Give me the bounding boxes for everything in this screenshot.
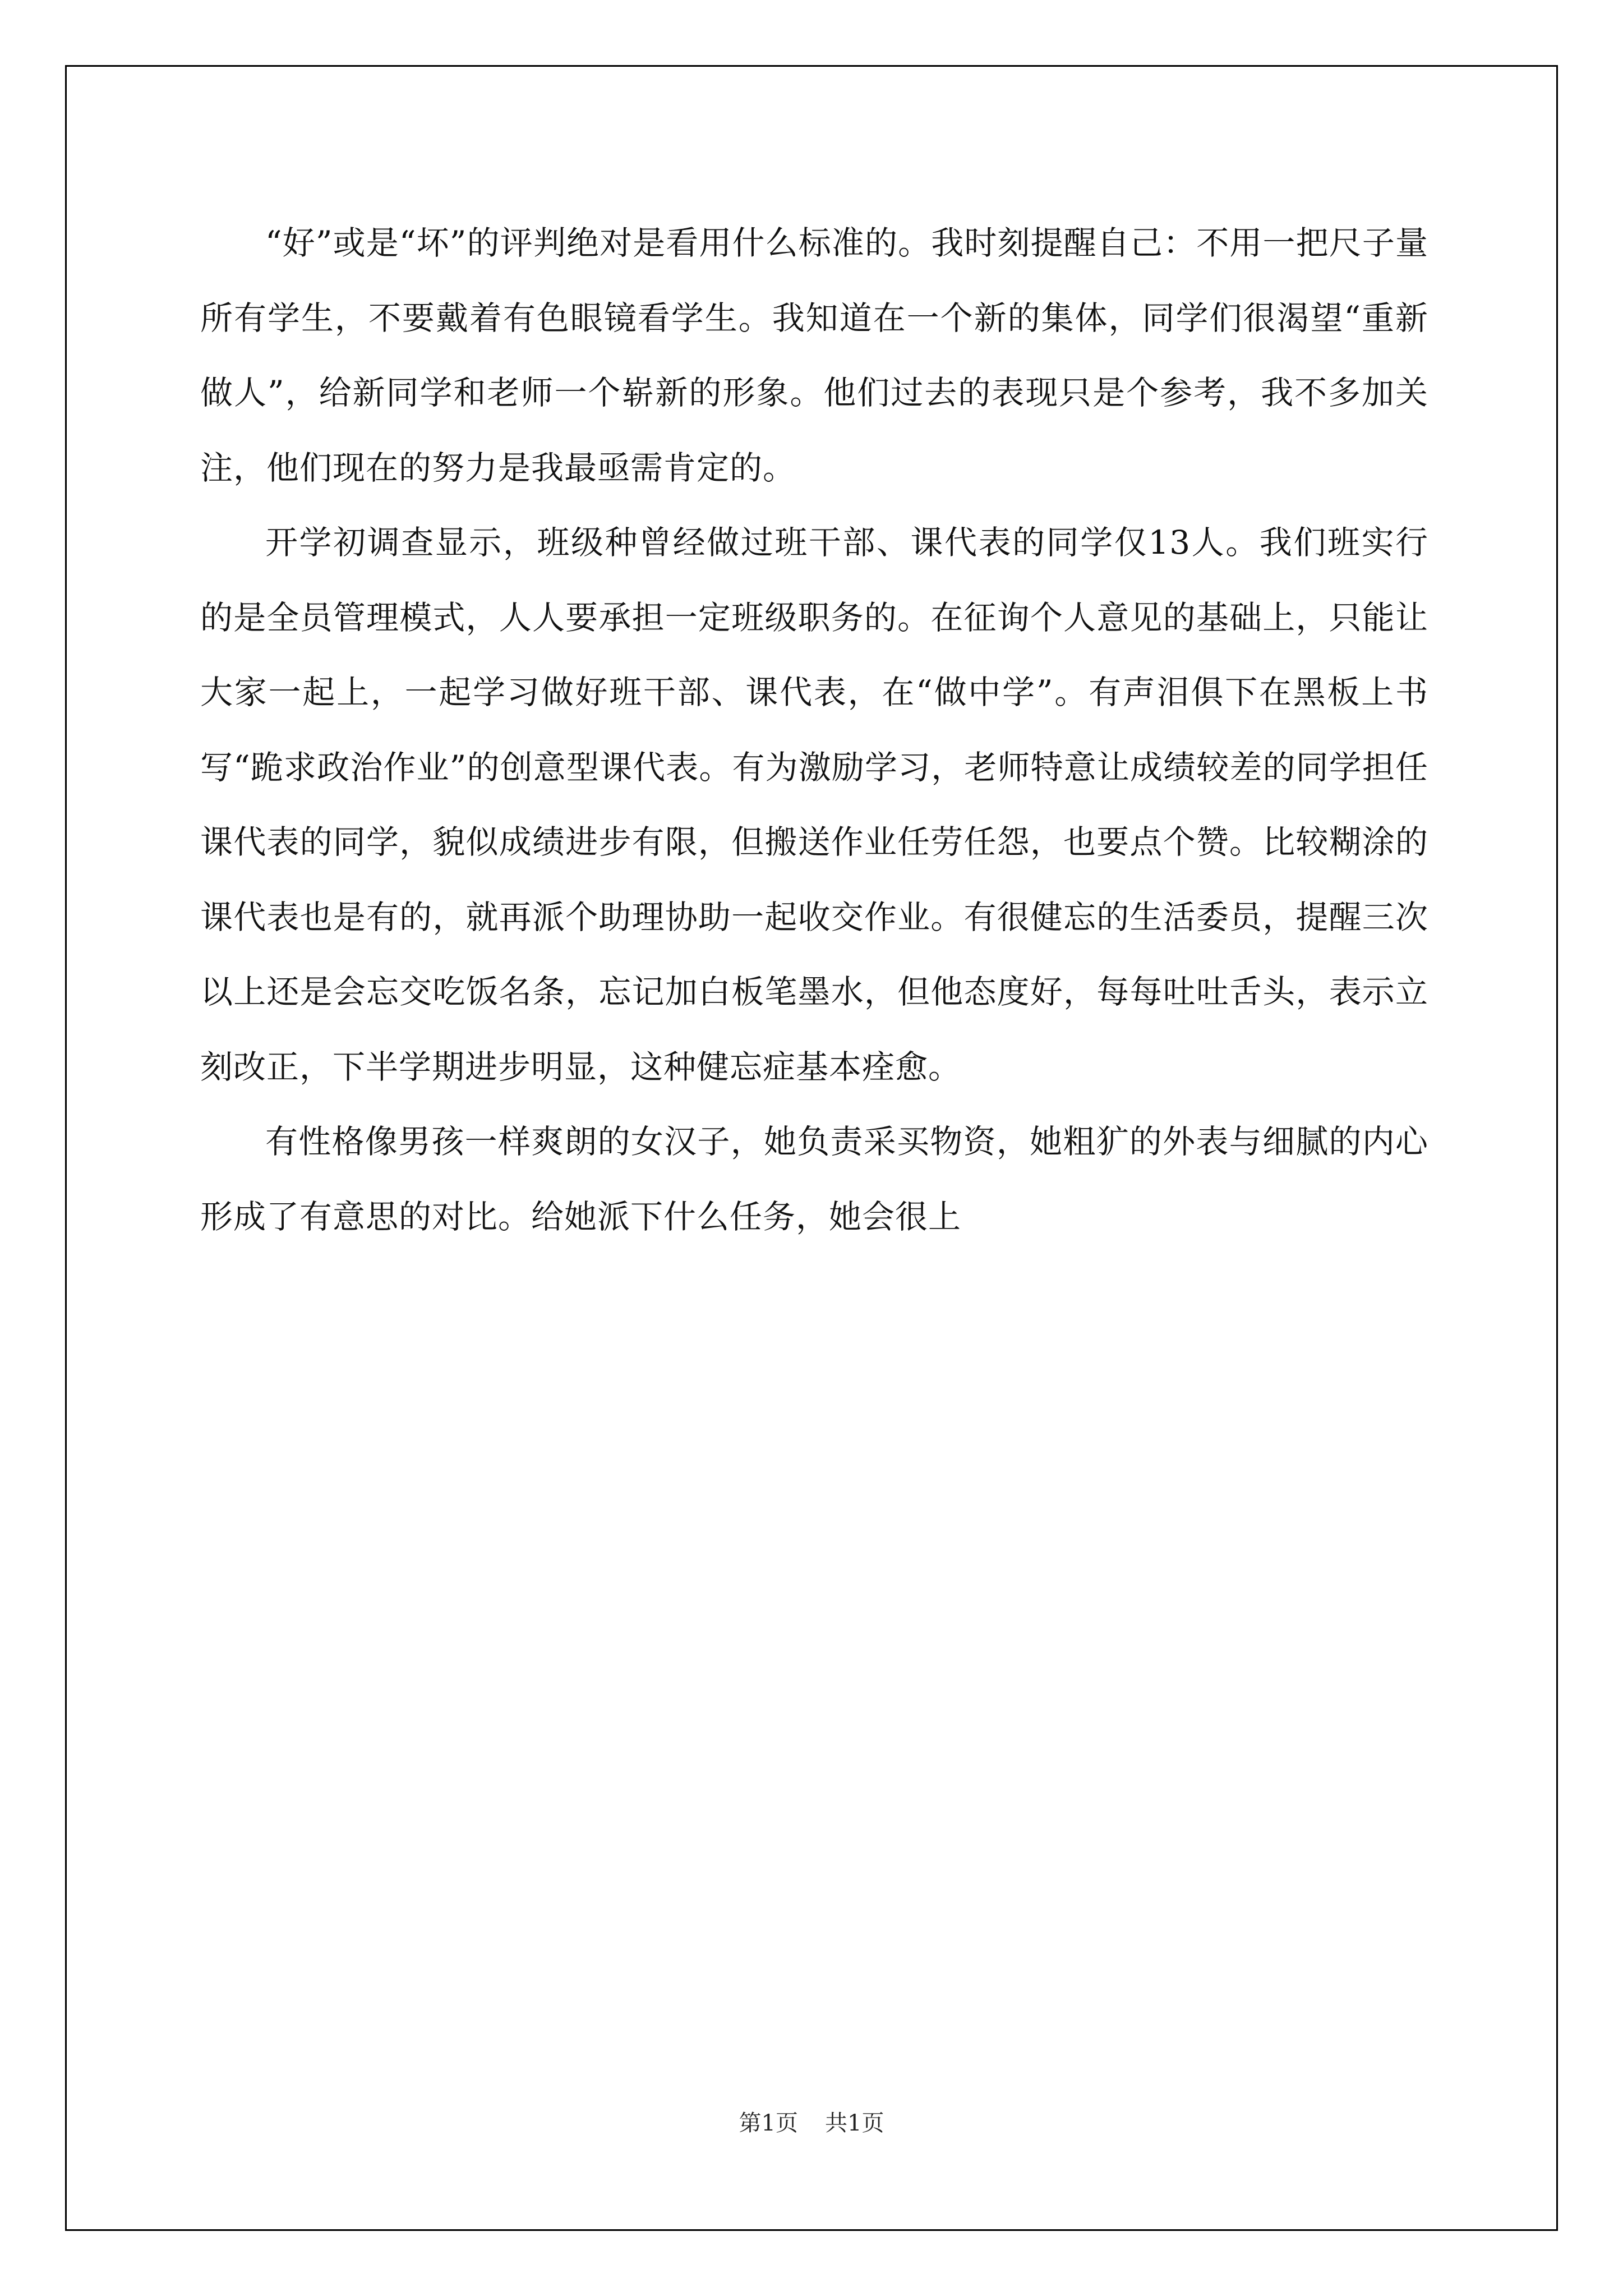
paragraph-3: 有性格像男孩一样爽朗的女汉子，她负责采买物资，她粗犷的外表与细腻的内心形成了有意思的对比。给她派下什么任务，她会很上 <box>200 1122 1428 1236</box>
total-pages: 共1页 <box>825 2110 884 2136</box>
paragraph-1: “好”或是“坏”的评判绝对是看用什么标准的。我时刻提醒自己：不用一把尺子量所有学生，不要戴着有色眼镜看学生。我知道在一个新的集体，同学们很渴望“重新做人”，给新同学和老师一个崭新的形象。他们过去的表现只是个参考，我不多加关注，他们现在的努力是我最亟需肯定的。 <box>200 224 1428 487</box>
paragraph-2: 开学初调查显示，班级种曾经做过班干部、课代表的同学仅13人。我们班实行的是全员管理模式，人人要承担一定班级职务的。在征询个人意见的基础上，只能让大家一起上，一起学习做好班干部、课代表，在“做中学”。有声泪俱下在黑板上书写“跪求政治作业”的创意型课代表。有为激励学习，老师特意让成绩较差的同学担任课代表的同学，貌似成绩进步有限，但搬送作业任劳任怨，也要点个赞。比较糊涂的课代表也是有的，就再派个助理协助一起收交作业。有很健忘的生活委员，提醒三次以上还是会忘交吃饭名条，忘记加白板笔墨水，但他态度好，每每吐吐舌头，表示立刻改正，下半学期进步明显，这种健忘症基本痊愈。 <box>200 523 1428 1086</box>
document-body <box>200 206 1428 1254</box>
page-footer <box>0 2105 1623 2137</box>
page-number: 第1页 <box>739 2110 798 2136</box>
